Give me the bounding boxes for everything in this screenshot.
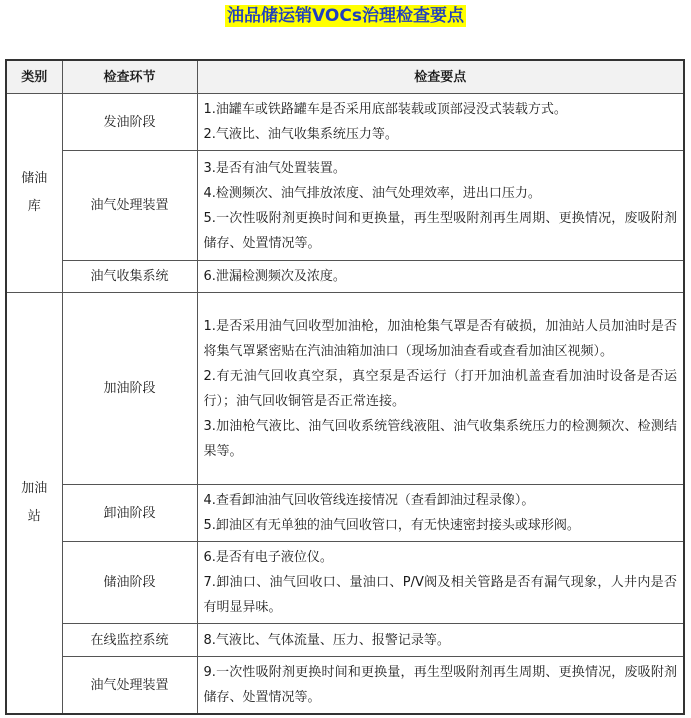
table-row (6, 485, 684, 542)
header-stage: 检查环节 (62, 60, 197, 94)
points-cell (197, 485, 684, 542)
point-item: 1.是否采用油气回收型加油枪，加油枪集气罩是否有破损，加油站人员加油时是否将集气罩紧密贴在汽油油箱加油口（现场加油查看或查看加油区视频）。 (203, 318, 677, 359)
table-row (6, 261, 684, 293)
stage-cell: 加油阶段 (62, 293, 197, 485)
points-cell (197, 151, 684, 261)
point-item: 6.泄漏检测频次及浓度。 (203, 269, 346, 284)
category-cell-depot (6, 94, 62, 293)
category-label: 储油库 (21, 171, 48, 214)
point-item: 5.卸油区有无单独的油气回收管口，有无快速密封接头或球形阀。 (203, 518, 580, 533)
point-item: 8.气液比、气体流量、压力、报警记录等。 (203, 632, 450, 648)
stage-cell: 储油阶段 (62, 542, 197, 624)
point-item: 2.有无油气回收真空泵，真空泵是否运行（打开加油机盖查看加油时设备是否运行）；油气回收铜管是否正常连接。 (203, 368, 677, 409)
point-item: 2.气液比、油气收集系统压力等。 (203, 127, 398, 142)
category-label: 加油站 (21, 481, 48, 524)
points-cell (197, 293, 684, 485)
table-row (6, 624, 684, 657)
table-row (6, 542, 684, 624)
points-cell (197, 624, 684, 657)
stage-cell: 在线监控系统 (62, 624, 197, 657)
stage-cell: 油气处理装置 (62, 151, 197, 261)
header-category: 类别 (6, 60, 62, 94)
point-item: 3.加油枪气液比、油气回收系统管线液阻、油气收集系统压力的检测频次、检测结果等。 (203, 418, 677, 459)
points-cell (197, 542, 684, 624)
points-cell (197, 94, 684, 151)
table-row (6, 94, 684, 151)
header-row (6, 60, 684, 94)
stage-cell: 发油阶段 (62, 94, 197, 151)
inspection-table (5, 59, 685, 715)
page-title: 油品储运销VOCs治理检查要点 (227, 6, 464, 26)
point-item: 6.是否有电子液位仪。 (203, 550, 333, 565)
header-points: 检查要点 (197, 60, 684, 94)
stage-cell: 油气处理装置 (62, 657, 197, 715)
category-cell-station (6, 293, 62, 715)
table-row (6, 293, 684, 485)
table-row (6, 151, 684, 261)
points-cell (197, 657, 684, 715)
table-row (6, 657, 684, 715)
point-item: 1.油罐车或铁路罐车是否采用底部装载或顶部浸没式装载方式。 (203, 102, 567, 117)
points-cell (197, 261, 684, 293)
title-wrap (0, 5, 691, 27)
point-item: 4.查看卸油油气回收管线连接情况（查看卸油过程录像）。 (203, 493, 535, 508)
point-item: 4.检测频次、油气排放浓度、油气处理效率，进出口压力。 (203, 185, 541, 201)
stage-cell: 卸油阶段 (62, 485, 197, 542)
point-item: 9.一次性吸附剂更换时间和更换量，再生型吸附剂再生周期、更换情况，废吸附剂储存、处置情况等。 (203, 665, 677, 705)
point-item: 5.一次性吸附剂更换时间和更换量，再生型吸附剂再生周期、更换情况，废吸附剂储存、处置情况等。 (203, 210, 677, 251)
point-item: 3.是否有油气处置装置。 (203, 160, 346, 176)
point-item: 7.卸油口、油气回收口、量油口、P/V阀及相关管路是否有漏气现象，人井内是否有明显异味。 (203, 575, 677, 615)
stage-cell: 油气收集系统 (62, 261, 197, 293)
